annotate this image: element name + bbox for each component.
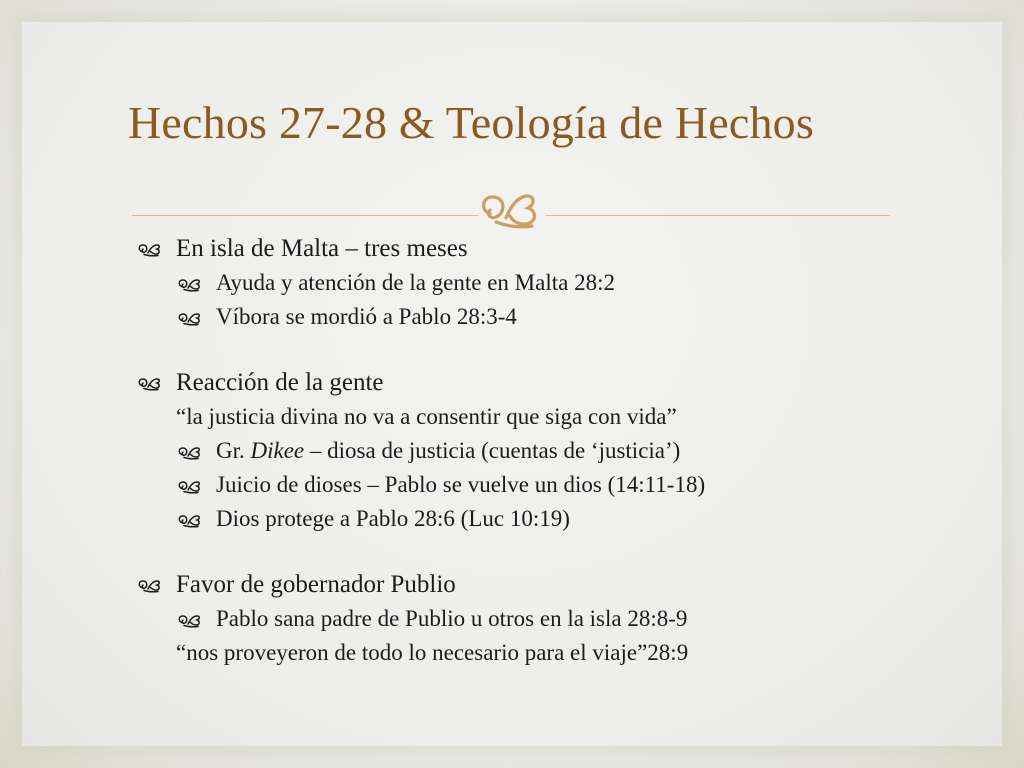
sub-bullet-item [136,266,896,300]
quote-line: “la justicia divina no va a consentir que siga con vida” [176,404,677,429]
ornamental-bullet-icon [176,612,202,628]
sub-bullet-text: Ayuda y atención de la gente en Malta 28:2 [216,270,615,295]
ornament-icon [476,188,548,232]
bullet-item [136,366,896,400]
bullet-item [136,568,896,602]
ornamental-bullet-icon [176,478,202,494]
sub-bullet-item [136,602,896,636]
sub-bullet-item [136,300,896,334]
title-rule-left [132,215,478,216]
sub-bullet-text-italic: Dikee [250,438,305,463]
sub-bullet-item [136,502,896,536]
quote-line: “nos proveyeron de todo lo necesario para el viaje”28:9 [176,640,689,665]
slide-title: Hechos 27-28 & Teología de Hechos [128,97,814,148]
ornamental-bullet-icon [176,276,202,292]
ornamental-bullet-icon [136,241,162,257]
sub-bullet-text: Dios protege a Pablo 28:6 (Luc 10:19) [216,506,570,531]
slide-body [136,232,896,670]
sub-bullet-text: Pablo sana padre de Publio u otros en la isla 28:8-9 [216,606,688,631]
ornamental-bullet-icon [136,375,162,391]
ornamental-bullet-icon [176,444,202,460]
title-rule-right [546,215,890,216]
sub-bullet-text-prefix: Gr. [216,438,251,463]
ornamental-bullet-icon [176,512,202,528]
sub-bullet-text: Víbora se mordió a Pablo 28:3-4 [216,304,517,329]
sub-bullet-text-rest: – diosa de justicia (cuentas de ‘justicia’) [304,438,681,463]
bullet-text: En isla de Malta – tres meses [176,235,468,262]
bullet-text: Reacción de la gente [176,369,384,396]
ornamental-bullet-icon [136,577,162,593]
sub-bullet-item [136,434,896,468]
bullet-item [136,232,896,266]
sub-bullet-text: Juicio de dioses – Pablo se vuelve un dios (14:11-18) [216,472,706,497]
bullet-text: Favor de gobernador Publio [176,571,456,598]
sub-bullet-item [136,468,896,502]
ornamental-bullet-icon [176,310,202,326]
